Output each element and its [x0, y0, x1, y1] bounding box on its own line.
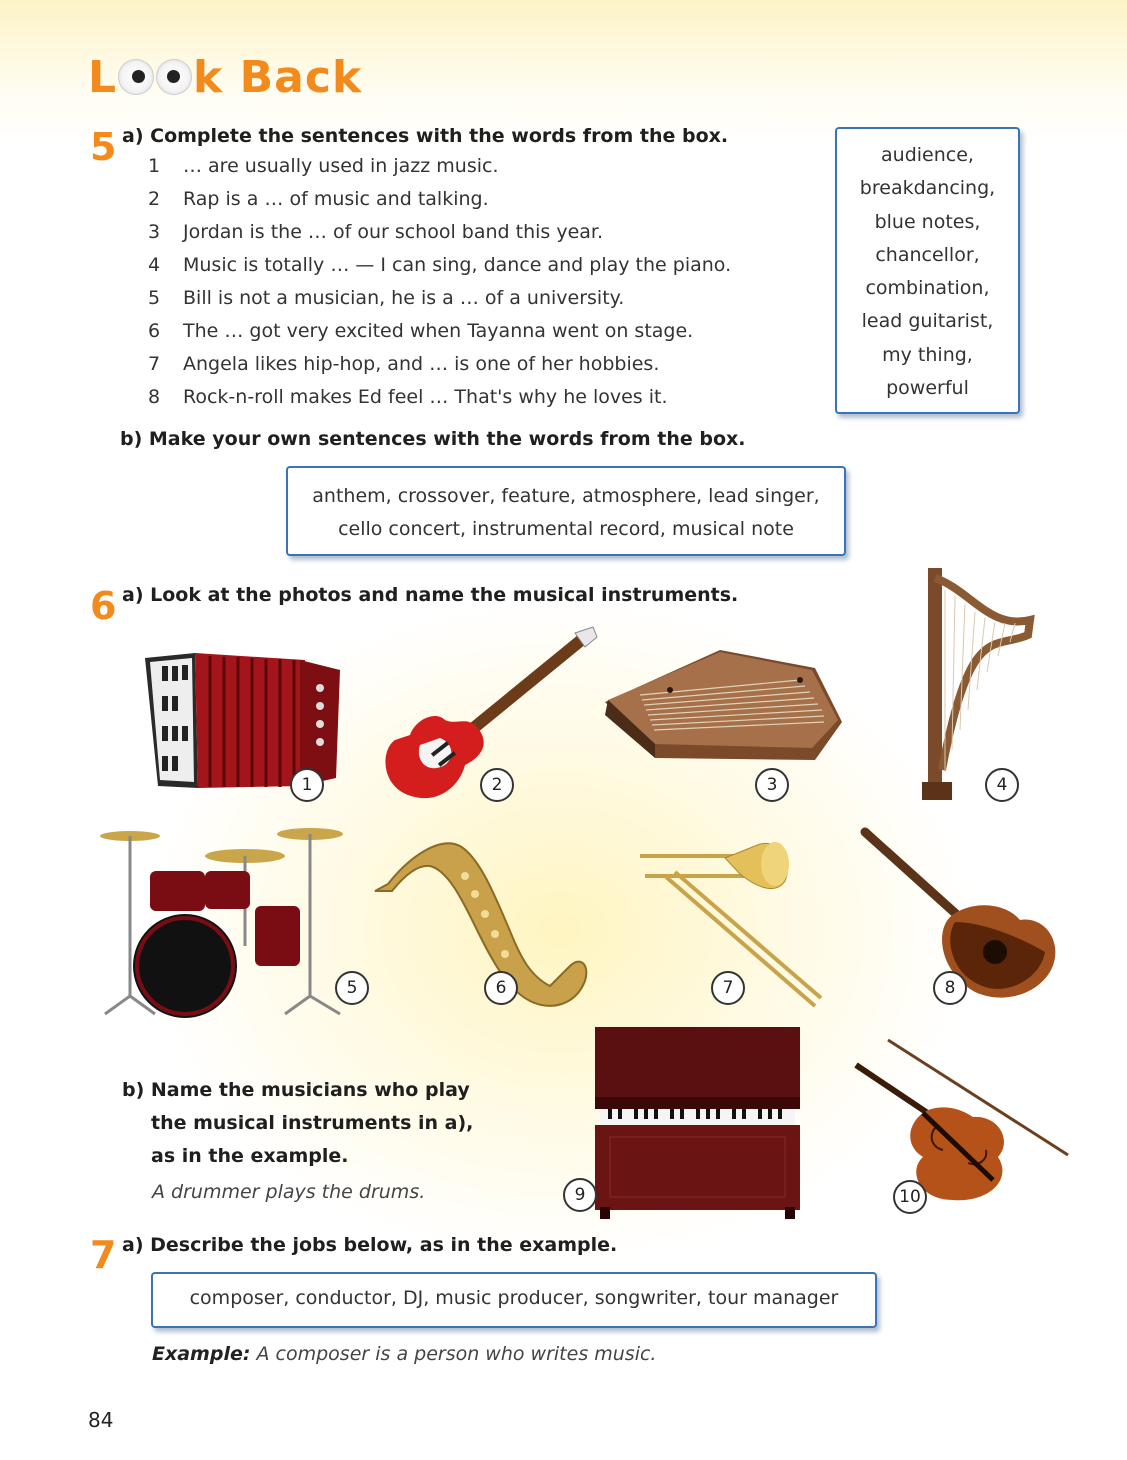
photo-number-badge: 9 [563, 1178, 597, 1212]
drum-kit-icon [95, 826, 355, 1016]
sentence-item: 1 … are usually used in jazz music. [148, 155, 499, 177]
example-label: Example: [152, 1343, 251, 1365]
sentence-item: 8 Rock-n-roll makes Ed feel … That's why he loves it. [148, 386, 668, 408]
sentence-item: 4 Music is totally … — I can sing, dance and play the piano. [148, 254, 732, 276]
word-box-line: anthem, crossover, feature, atmosphere, lead singer, [312, 485, 820, 507]
photo-number-badge: 1 [290, 768, 324, 802]
exercise-5a-sentence-list [148, 155, 731, 419]
exercise-5b-instruction: b) Make your own sentences with the words from the box. [120, 428, 746, 450]
word-box-7a: composer, conductor, DJ, music producer, songwriter, tour manager [151, 1272, 877, 1328]
word-box-item: audience, [881, 144, 974, 166]
photo-number-badge: 8 [933, 971, 967, 1005]
saxophone-icon [370, 836, 595, 1011]
example-text: A composer is a person who writes music. [256, 1343, 657, 1365]
zither-icon [600, 640, 848, 772]
sentence-item: 2 Rap is a … of music and talking. [148, 188, 489, 210]
word-box-item: combination, [865, 277, 990, 300]
page-title [88, 52, 362, 103]
photo-number-badge: 10 [893, 1180, 927, 1214]
word-box-item: breakdancing, [859, 177, 996, 200]
exercise-5a-instruction: a) Complete the sentences with the words from the box. [122, 125, 729, 147]
violin-icon [848, 1035, 1073, 1205]
photo-number-badge: 4 [985, 768, 1019, 802]
word-box-item: blue notes, [874, 210, 981, 233]
word-box-item: powerful [886, 377, 969, 400]
exercise-6a-instruction: a) Look at the photos and name the musical instruments. [122, 584, 739, 606]
exercise-6-number: 6 [90, 584, 117, 628]
word-box-item: my thing, [882, 343, 973, 366]
sentence-item: 6 The … got very excited when Tayanna went on stage. [148, 320, 694, 342]
exercise-5-number: 5 [90, 125, 117, 169]
title-letter-l: L [88, 52, 118, 103]
sentence-item: 3 Jordan is the … of our school band this year. [148, 221, 604, 243]
photo-number-badge: 7 [711, 971, 745, 1005]
piano-icon [590, 1022, 805, 1220]
photo-number-badge: 5 [335, 971, 369, 1005]
photo-number-badge: 6 [484, 971, 518, 1005]
exercise-7a-instruction: a) Describe the jobs below, as in the example. [122, 1234, 618, 1256]
exercise-6b-example: A drummer plays the drums. [152, 1181, 426, 1203]
photo-number-badge: 2 [480, 768, 514, 802]
exercise-6b-instruction: b) Name the musicians who play the musical instruments in a), as in the example. [122, 1079, 474, 1167]
eyes-icon [156, 59, 192, 95]
exercise-7-number: 7 [90, 1233, 117, 1277]
photo-number-badge: 3 [755, 768, 789, 802]
word-box-5b [286, 466, 846, 556]
word-box-line: cello concert, instrumental record, musical note [338, 518, 794, 540]
word-box-item: lead guitarist, [861, 310, 994, 333]
sentence-item: 5 Bill is not a musician, he is a … of a university. [148, 287, 625, 309]
word-box-5a [835, 127, 1020, 414]
harp-icon [900, 560, 1035, 805]
sentence-item: 7 Angela likes hip-hop, and … is one of her hobbies. [148, 353, 660, 375]
title-text: k Back [193, 52, 363, 103]
exercise-7-example [152, 1343, 656, 1365]
word-box-item: chancellor, [875, 243, 980, 266]
page-number: 84 [88, 1408, 114, 1432]
eyes-icon [118, 59, 154, 95]
